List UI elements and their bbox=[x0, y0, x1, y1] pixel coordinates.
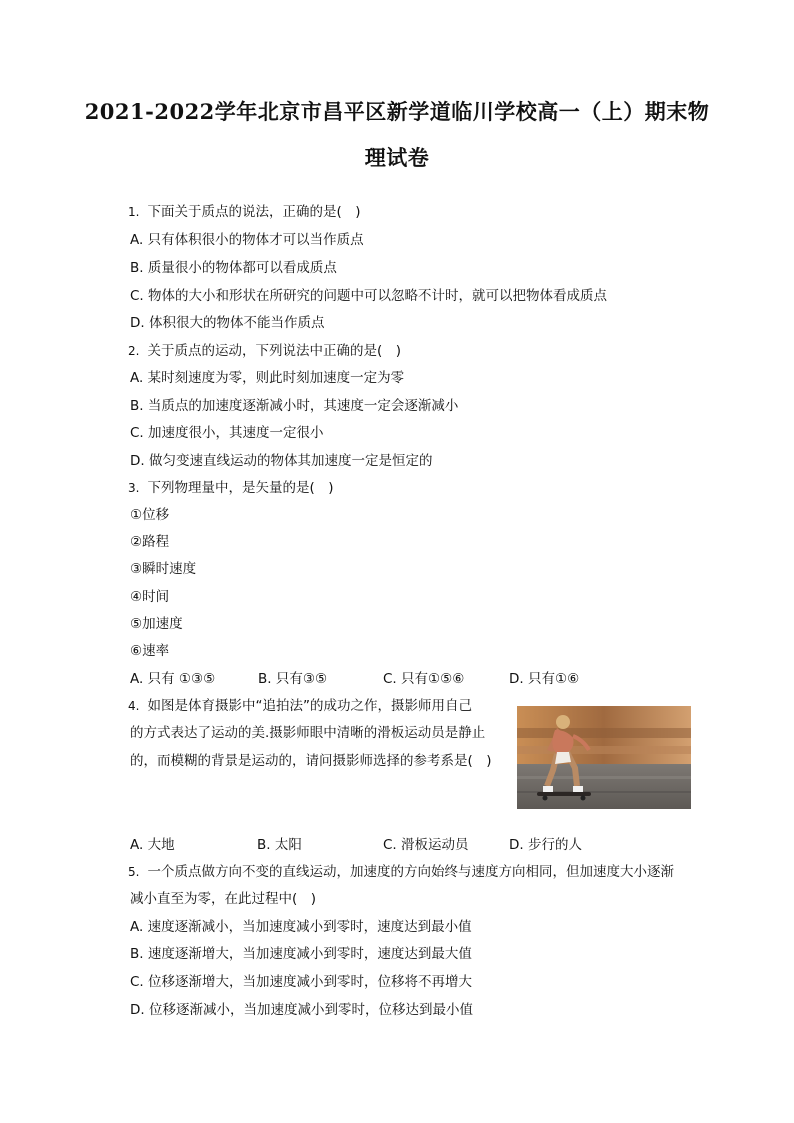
question-3-item: ③瞬时速度 bbox=[130, 561, 197, 577]
question-3-item: ④时间 bbox=[130, 589, 170, 605]
question-3-item: ②路程 bbox=[130, 534, 170, 550]
question-5-option-d: D. 位移逐渐减小，当加速度减小到零时，位移达到最小值 bbox=[130, 1002, 473, 1018]
title-line-2: 理试卷 bbox=[364, 145, 430, 170]
question-2-option-d: D. 做匀变速直线运动的物体其加速度一定是恒定的 bbox=[130, 453, 433, 469]
question-4-stem-line-2: 的方式表达了运动的美.摄影师眼中清晰的滑板运动员是静止 bbox=[130, 725, 486, 741]
question-3-item: ⑥速率 bbox=[130, 643, 170, 659]
question-number: 2. bbox=[128, 344, 140, 358]
page-title bbox=[60, 96, 734, 126]
question-5-stem-line-2: 减小直至为零，在此过程中( ) bbox=[130, 891, 317, 907]
question-5-option-a: A. 速度逐渐减小，当加速度减小到零时，速度达到最小值 bbox=[130, 919, 472, 935]
question-4-stem-line-3: 的，而模糊的背景是运动的，请问摄影师选择的参考系是( ) bbox=[130, 753, 492, 769]
question-number: 4. bbox=[128, 699, 140, 713]
question-1-stem: 1. 下面关于质点的说法，正确的是( ) bbox=[128, 204, 361, 220]
question-3-item: ⑤加速度 bbox=[130, 616, 183, 632]
question-2-option-c: C. 加速度很小，其速度一定很小 bbox=[130, 425, 324, 441]
question-3-option-a: A. 只有 ①③⑤ bbox=[130, 671, 216, 687]
question-2-option-a: A. 某时刻速度为零，则此时刻加速度一定为零 bbox=[130, 370, 405, 386]
question-5-stem-line-1: 5. 一个质点做方向不变的直线运动，加速度的方向始终与速度方向相同，但加速度大小逐渐 bbox=[128, 864, 674, 880]
question-1-option-b: B. 质量很小的物体都可以看成质点 bbox=[130, 260, 337, 276]
question-3-option-c: C. 只有①⑤⑥ bbox=[383, 671, 465, 687]
question-4-option-b: B. 太阳 bbox=[257, 837, 302, 853]
question-1-option-a: A. 只有体积很小的物体才可以当作质点 bbox=[130, 232, 364, 248]
question-number: 1. bbox=[128, 205, 140, 219]
page-title-continued bbox=[60, 142, 734, 172]
question-3-item: ①位移 bbox=[130, 507, 170, 523]
question-2-option-b: B. 当质点的加速度逐渐减小时，其速度一定会逐渐减小 bbox=[130, 398, 459, 414]
question-3-stem: 3. 下列物理量中，是矢量的是( ) bbox=[128, 480, 334, 496]
question-4-option-a: A. 大地 bbox=[130, 837, 175, 853]
question-3-option-d: D. 只有①⑥ bbox=[509, 671, 580, 687]
question-number: 3. bbox=[128, 481, 140, 495]
question-3-option-b: B. 只有③⑤ bbox=[258, 671, 328, 687]
question-4-option-d: D. 步行的人 bbox=[509, 837, 582, 853]
question-4-option-c: C. 滑板运动员 bbox=[383, 837, 469, 853]
question-2-stem: 2. 关于质点的运动，下列说法中正确的是( ) bbox=[128, 343, 401, 359]
title-line-1: 2021-2022学年北京市昌平区新学道临川学校高一（上）期末物 bbox=[84, 99, 710, 124]
skateboarder-photo-illustration bbox=[517, 706, 691, 809]
question-5-option-c: C. 位移逐渐增大，当加速度减小到零时，位移将不再增大 bbox=[130, 974, 473, 990]
question-1-option-c: C. 物体的大小和形状在所研究的问题中可以忽略不计时，就可以把物体看成质点 bbox=[130, 288, 608, 304]
skateboarder-photo bbox=[517, 706, 691, 809]
question-5-option-b: B. 速度逐渐增大，当加速度减小到零时，速度达到最大值 bbox=[130, 946, 472, 962]
question-4-stem-line-1: 4. 如图是体育摄影中“追拍法”的成功之作，摄影师用自己 bbox=[128, 698, 472, 714]
question-number: 5. bbox=[128, 865, 140, 879]
question-1-option-d: D. 体积很大的物体不能当作质点 bbox=[130, 315, 325, 331]
